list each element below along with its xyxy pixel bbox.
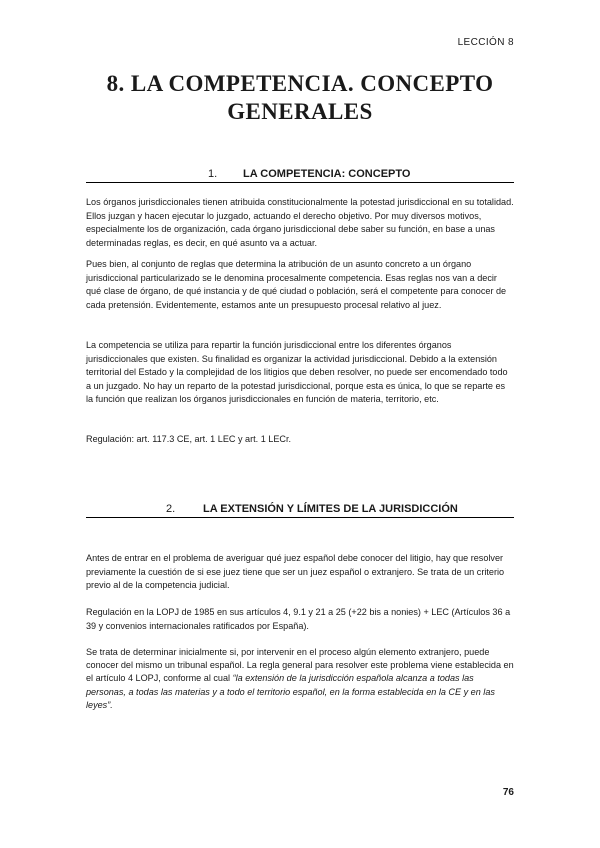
section-1-heading xyxy=(86,166,514,183)
section-1-regulation: Regulación: art. 117.3 CE, art. 1 LEC y art. 1 LECr. xyxy=(86,434,292,444)
section-1-paragraph-3: La competencia se utiliza para repartir la función jurisdiccional entre los diferentes órganos jurisdiccionales que existen. Su finalidad es organizar la actividad jurisdiccional. Debido a la extensión territorial del Estado y la complejidad de los litigios que deben resolver, no puede ser encomendado todo a un juzgado. No hay un reparto de la potestad jurisdiccional, porque esta es única, lo que se reparte es la función que realizan los órganos jurisdiccionales en función de materia, territorio, etc. xyxy=(86,340,508,405)
lopj-quote: “la extensión de la jurisdicción española alcanza a todas las personas, a todas las materias y a todo el territorio español, en la forma establecida en la CE y en las leyes”. xyxy=(86,673,495,710)
title-line-2: GENERALES xyxy=(227,99,373,124)
page-number: 76 xyxy=(502,787,514,798)
section-2-number: 2. xyxy=(166,503,176,515)
section-2-paragraph-1: Antes de entrar en el problema de averiguar qué juez español debe conocer del litigio, hay que resolver previamente la cuestión de si ese juez tiene que ser un juez español o extranjero. Se trata de un criterio previo al de la competencia judicial. xyxy=(86,553,505,591)
section-1-paragraph-1: Los órganos jurisdiccionales tienen atribuida constitucionalmente la potestad jurisdiccional en su totalidad. Ellos juzgan y hacen ejecutar lo juzgado, actuando el derecho objetivo. Por muy diversos motivos, especialmente los de organización, cada órgano jurisdiccional debe saber su función, en base a unas determinadas reglas, es decir, en qué asunto va a actuar. xyxy=(86,197,514,248)
lesson-header: LECCIÓN 8 xyxy=(457,37,514,48)
section-2-paragraph-3-intro: Se trata de determinar inicialmente si, por intervenir en el proceso algún elemento extranjero, puede conocer del mismo un tribunal español. La regla general para resolver este problema viene establecida en el artículo 4 LOPJ, conforme al cual xyxy=(86,647,514,684)
section-1-title: LA COMPETENCIA: CONCEPTO xyxy=(243,168,411,180)
page-title xyxy=(60,70,540,126)
section-2-title: LA EXTENSIÓN Y LÍMITES DE LA JURISDICCIÓN xyxy=(203,503,458,515)
title-line-1: 8. LA COMPETENCIA. CONCEPTO xyxy=(106,71,494,96)
section-2-heading xyxy=(86,501,514,518)
section-1-number: 1. xyxy=(208,168,218,180)
section-1-paragraph-2: Pues bien, al conjunto de reglas que determina la atribución de un asunto concreto a un órgano jurisdiccional particularizado se le denomina procesalmente competencia. Esas reglas nos van a decir qué clase de órgano, de qué instancia y de qué ciudad o población, será el competente para conocer de cada pretensión. Evidentemente, estamos ante un presupuesto procesal relativo al juez. xyxy=(86,259,507,310)
section-2-regulation: Regulación en la LOPJ de 1985 en sus artículos 4, 9.1 y 21 a 25 (+22 bis a nonies) + LEC (Artículos 36 a 39 y convenios internacionales ratificados por España). xyxy=(86,607,511,631)
section-2-paragraph-3 xyxy=(86,646,514,712)
